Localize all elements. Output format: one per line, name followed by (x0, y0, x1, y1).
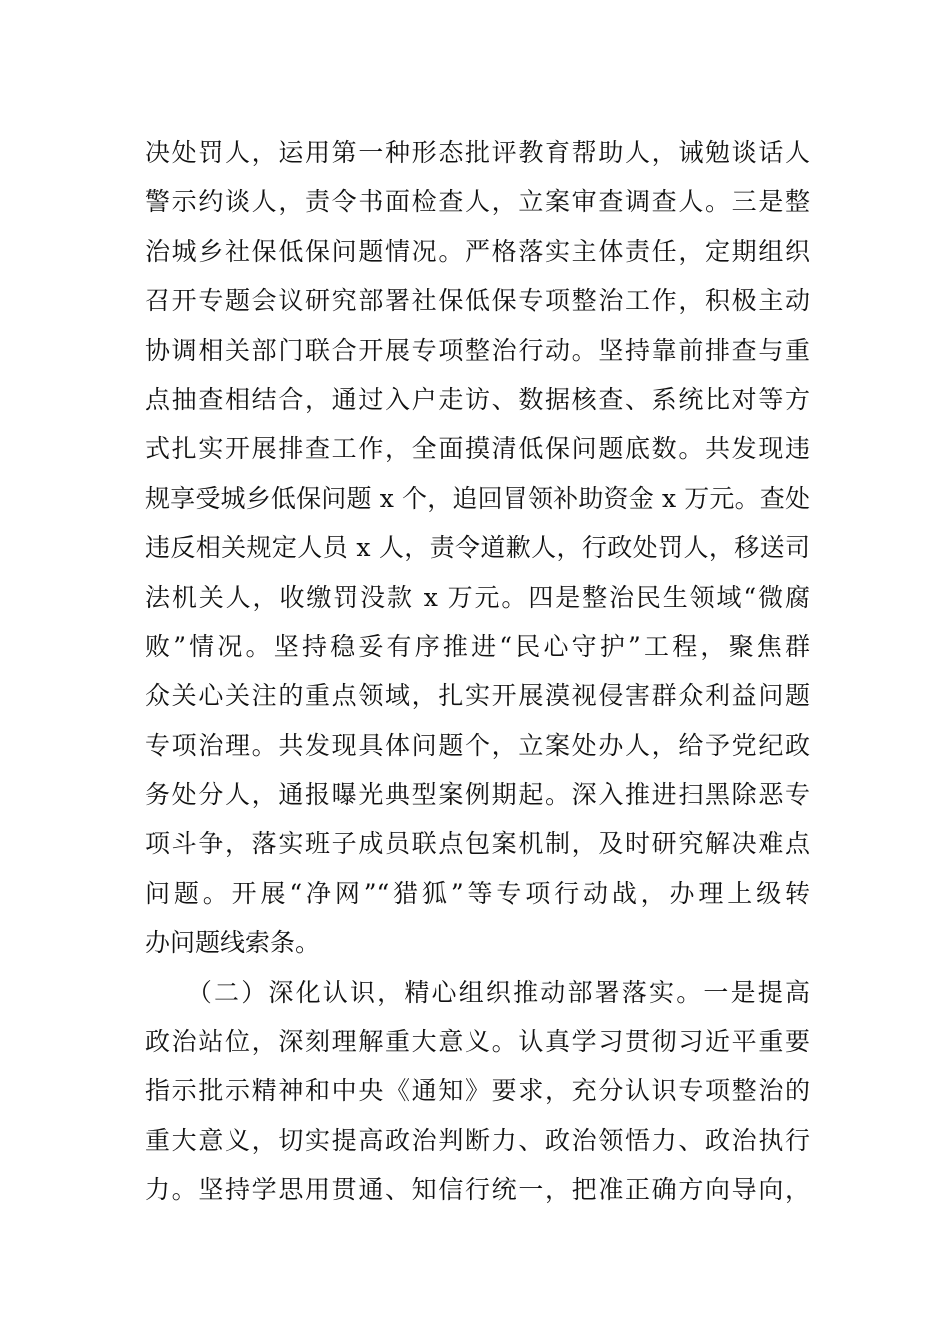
text-line: 决处罚人，运用第一种形态批评教育帮助人，诫勉谈话人 (145, 138, 810, 167)
text-line: 法机关人，收缴罚没款 x 万元。四是整治民生领域“微腐 (145, 582, 810, 612)
document-body (145, 128, 810, 1215)
text-line: 项斗争，落实班子成员联点包案机制，及时研究解决难点 (145, 829, 810, 859)
text-line: 重大意义，切实提高政治判断力、政治领悟力、政治执行 (145, 1125, 810, 1155)
text-line: 问题。开展“净网”“猎狐”等专项行动战，办理上级转 (145, 878, 810, 908)
text-line: 专项治理。共发现具体问题个，立案处办人，给予党纪政 (145, 730, 810, 760)
text-line: 指示批示精神和中央《通知》要求，充分认识专项整治的 (145, 1076, 810, 1106)
text-line: 召开专题会议研究部署社保低保专项整治工作，积极主动 (145, 286, 810, 316)
text-line: 务处分人，通报曝光典型案例期起。深入推进扫黑除恶专 (145, 780, 810, 810)
text-line: 力。坚持学思用贯通、知信行统一，把准正确方向导向， (145, 1175, 810, 1205)
text-line: 点抽查相结合，通过入户走访、数据核查、系统比对等方 (145, 384, 810, 414)
text-line: 众关心关注的重点领域，扎实开展漠视侵害群众利益问题 (145, 681, 810, 711)
text-line: 办问题线索条。 (145, 928, 321, 958)
text-line: 政治站位，深刻理解重大意义。认真学习贯彻习近平重要 (145, 1027, 810, 1057)
text-line: 违反相关规定人员 x 人，责令道歉人，行政处罚人，移送司 (145, 533, 810, 563)
text-line: 治城乡社保低保问题情况。严格落实主体责任，定期组织 (145, 236, 810, 266)
text-line: 协调相关部门联合开展专项整治行动。坚持靠前排查与重 (145, 335, 810, 365)
section-heading-line: （二）深化认识，精心组织推动部署落实。一是提高 (145, 977, 810, 1007)
text-line: 警示约谈人，责令书面检查人，立案审查调查人。三是整 (145, 187, 810, 217)
text-line: 规享受城乡低保问题 x 个，追回冒领补助资金 x 万元。查处 (145, 483, 810, 513)
text-line: 式扎实开展排查工作，全面摸清低保问题底数。共发现违 (145, 434, 810, 464)
text-line: 败”情况。坚持稳妥有序推进“民心守护”工程，聚焦群 (145, 631, 810, 661)
